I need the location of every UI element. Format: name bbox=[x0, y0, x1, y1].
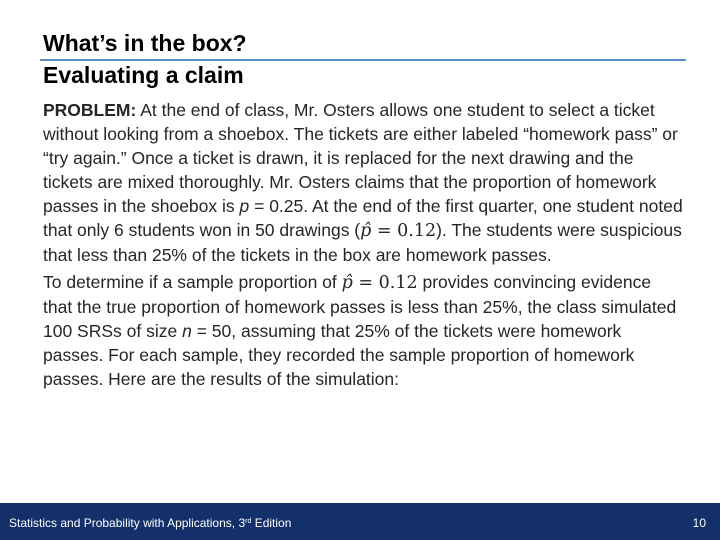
task-text-b: provides convincing evidence that the true proportion of homework passes is less than 25%, the class simulated 100 SRSs of size bbox=[43, 272, 677, 341]
slide-body bbox=[43, 98, 683, 391]
title-line-1: What’s in the box? bbox=[43, 30, 247, 56]
task-text-a: To determine if a sample proportion of bbox=[43, 272, 342, 292]
problem-text-c: ). The students were suspicious that less than 25% of the tickets in the box are homework passes. bbox=[43, 220, 682, 265]
footer-text-end: Edition bbox=[251, 516, 292, 530]
problem-text-a: At the end of class, Mr. Osters allows one student to select a ticket without looking from a shoebox. The tickets are either labeled “homework pass” or “try again.” Once a ticket is drawn, it is replaced for the next drawing and the tickets are mixed thoroughly. Mr. Osters claims that the proportion of homework passes in the shoebox is bbox=[43, 100, 678, 216]
task-paragraph bbox=[43, 270, 683, 391]
footer-superscript: rd bbox=[245, 518, 252, 525]
problem-label: PROBLEM: bbox=[43, 100, 137, 120]
footer-text-main: Statistics and Probability with Applications, 3 bbox=[9, 516, 246, 530]
problem-paragraph bbox=[43, 98, 683, 267]
title-divider bbox=[40, 59, 686, 61]
title-line-2: Evaluating a claim bbox=[43, 62, 244, 88]
footer-book-title bbox=[9, 516, 291, 530]
footer-bar bbox=[0, 503, 720, 540]
n-symbol: n bbox=[182, 321, 192, 341]
p-symbol: p bbox=[239, 196, 250, 216]
task-text-c: = 50, assuming that 25% of the tickets were homework passes. For each sample, they recorded the sample proportion of homework passes. Here are the results of the simulation: bbox=[43, 321, 635, 389]
problem-text-b: = 0.25. At the end of the first quarter, one student noted that only 6 students won in 50 drawings ( bbox=[43, 196, 683, 240]
task-phat-value: = 0.12 bbox=[352, 273, 418, 293]
phat-symbol: p̂ bbox=[360, 221, 372, 241]
task-phat-symbol: p̂ bbox=[341, 273, 353, 293]
phat-value: = 0.12 bbox=[371, 221, 437, 241]
page-number: 10 bbox=[692, 516, 706, 530]
